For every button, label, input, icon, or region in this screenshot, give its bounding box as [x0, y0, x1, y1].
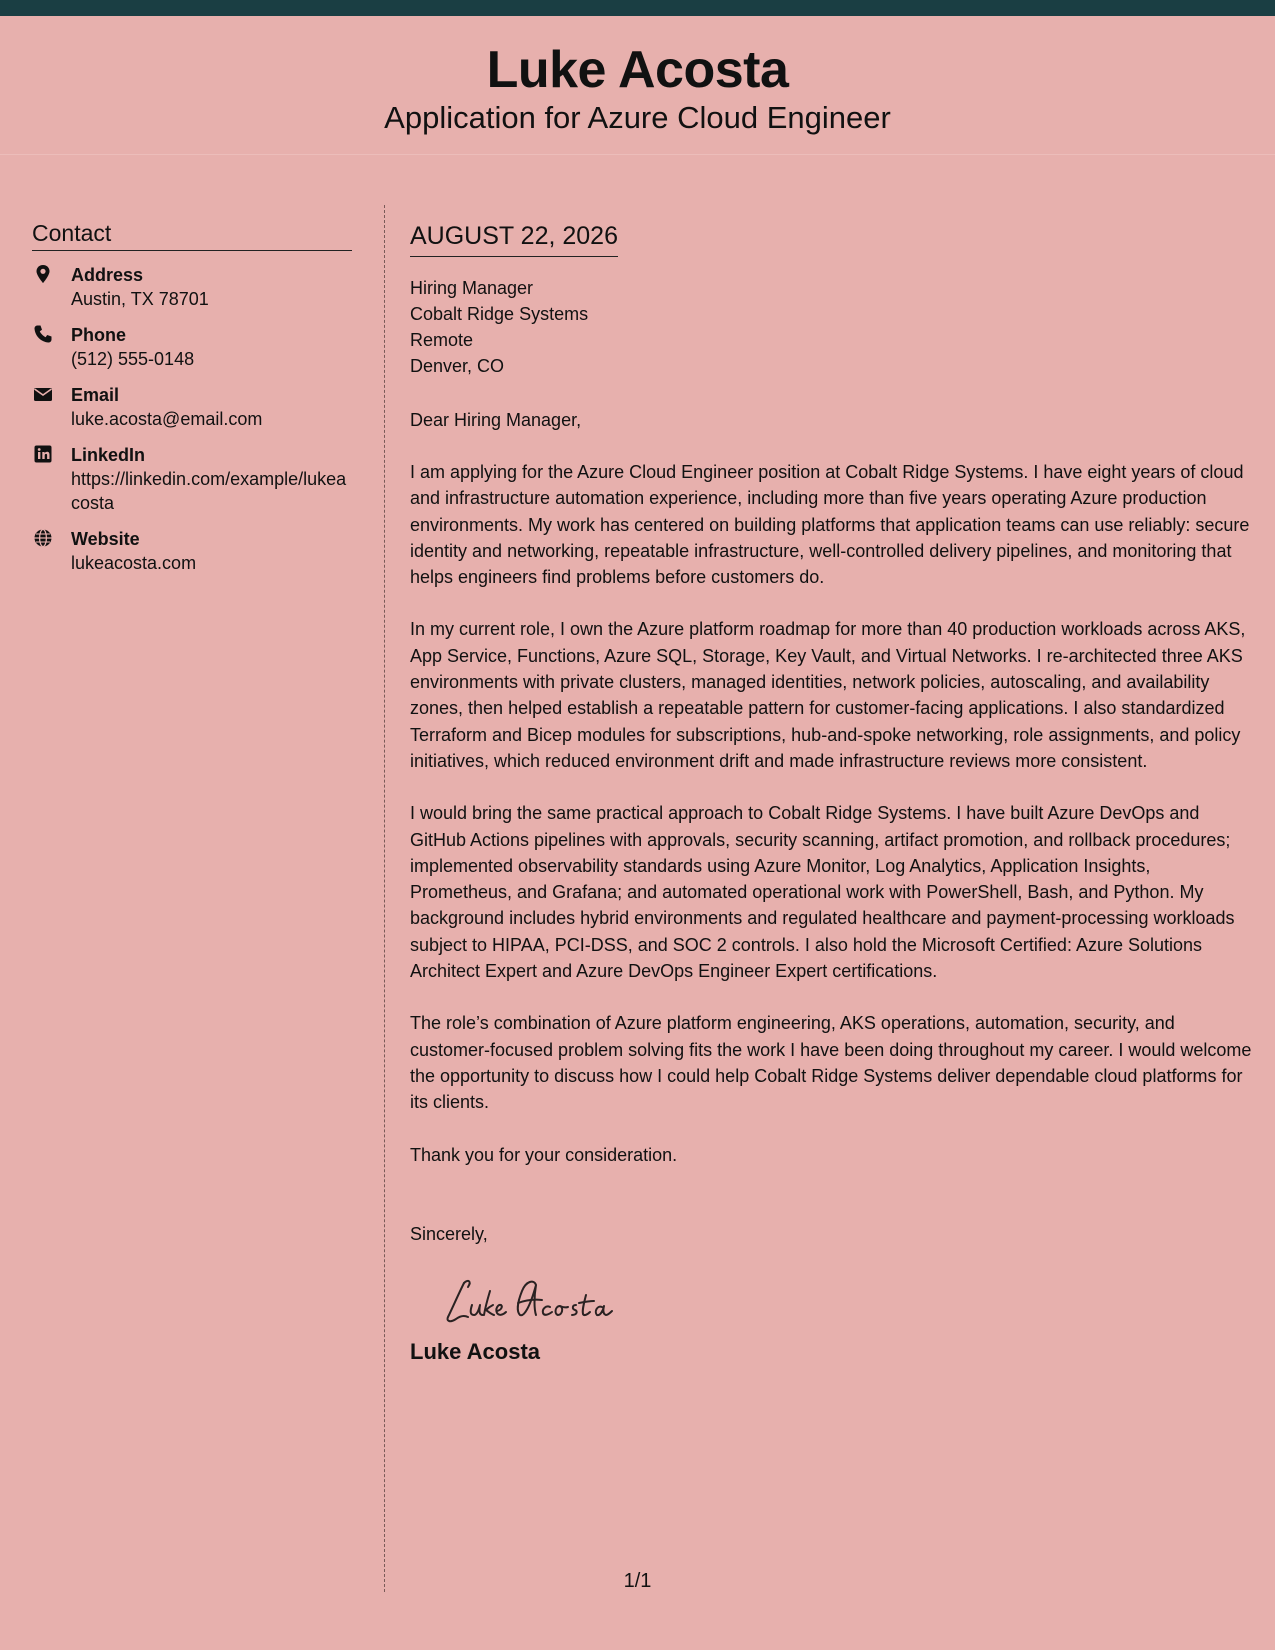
recipient-location-type: Remote [410, 330, 474, 350]
recipient-city: Denver, CO [410, 356, 505, 376]
address-value: Austin, TX 78701 [71, 289, 209, 309]
page-number: 1/1 [623, 1570, 652, 1592]
contact-sidebar [32, 220, 352, 575]
contact-address [32, 263, 352, 311]
letter-header [0, 16, 1275, 155]
email-label: Email [71, 385, 120, 405]
contact-phone [32, 323, 352, 371]
thanks-line: Thank you for your consideration. [410, 1144, 678, 1165]
phone-icon [33, 324, 53, 344]
website-value[interactable]: lukeacosta.com [71, 553, 197, 573]
phone-label: Phone [71, 325, 127, 345]
globe-icon [33, 528, 53, 548]
recipient-block [410, 275, 1255, 379]
body-paragraph-4: The role’s combination of Azure platform engineering, AKS operations, automation, security, and customer-focused problem solving fits the work I have been doing throughout my career. I would welcome the opportunity to discuss how I could help Cobalt Ridge Systems deliver dependable cloud platforms for its clients. [410, 1013, 1252, 1113]
website-label: Website [71, 529, 140, 549]
application-subtitle: Application for Azure Cloud Engineer [384, 100, 891, 135]
letter-date: AUGUST 22, 2026 [410, 222, 618, 257]
contact-email [32, 383, 352, 431]
contact-website [32, 527, 352, 575]
recipient-company: Cobalt Ridge Systems [410, 304, 589, 324]
map-pin-icon [33, 264, 53, 284]
contact-heading: Contact [32, 220, 352, 251]
handwritten-signature [442, 1265, 1255, 1335]
linkedin-value[interactable]: https://linkedin.com/example/lukeacosta [71, 469, 347, 513]
envelope-icon [33, 384, 53, 404]
body-paragraph-1: I am applying for the Azure Cloud Engineer position at Cobalt Ridge Systems. I have eight years of cloud and infrastructure automation experience, including more than five years operating Azure production environments. My work has centered on building platforms that application teams can use reliably: secure identity and networking, repeatable infrastructure, well-controlled delivery pipelines, and monitoring that helps engineers find problems before customers do. [410, 462, 1250, 588]
signature-drawing [442, 1265, 642, 1335]
body-paragraph-2: In my current role, I own the Azure platform roadmap for more than 40 production workloads across AKS, App Service, Functions, Azure SQL, Storage, Key Vault, and Virtual Networks. I re-architected three AKS environments with private clusters, managed identities, network policies, autoscaling, and availability zones, then helped establish a repeatable pattern for customer-facing applications. I also standardized Terraform and Bicep modules for subscriptions, hub-and-spoke networking, role assignments, and policy initiatives, which reduced environment drift and made infrastructure reviews more consistent. [410, 619, 1246, 771]
phone-value: (512) 555-0148 [71, 349, 195, 369]
closing-line: Sincerely, [410, 1223, 488, 1244]
linkedin-label: LinkedIn [71, 445, 146, 465]
column-divider [384, 205, 385, 1592]
contact-linkedin [32, 443, 352, 515]
recipient-title: Hiring Manager [410, 278, 534, 298]
address-label: Address [71, 265, 144, 285]
linkedin-icon [33, 444, 53, 464]
top-accent-bar [0, 0, 1275, 16]
email-value: luke.acosta@email.com [71, 409, 263, 429]
salutation: Dear Hiring Manager, [410, 410, 582, 430]
body-paragraph-3: I would bring the same practical approach to Cobalt Ridge Systems. I have built Azure DevOps and GitHub Actions pipelines with approvals, security scanning, artifact promotion, and rollback procedures; implemented observability standards using Azure Monitor, Log Analytics, Application Insights, Prometheus, and Grafana; and automated operational work with PowerShell, Bash, and Python. My background includes hybrid environments and regulated healthcare and payment-processing workloads subject to HIPAA, PCI-DSS, and SOC 2 controls. I also hold the Microsoft Certified: Azure Solutions Architect Expert and Azure DevOps Engineer Expert certifications. [410, 803, 1235, 982]
applicant-name: Luke Acosta [486, 41, 789, 99]
letter-body [410, 222, 1255, 1365]
signed-name: Luke Acosta [410, 1338, 541, 1364]
